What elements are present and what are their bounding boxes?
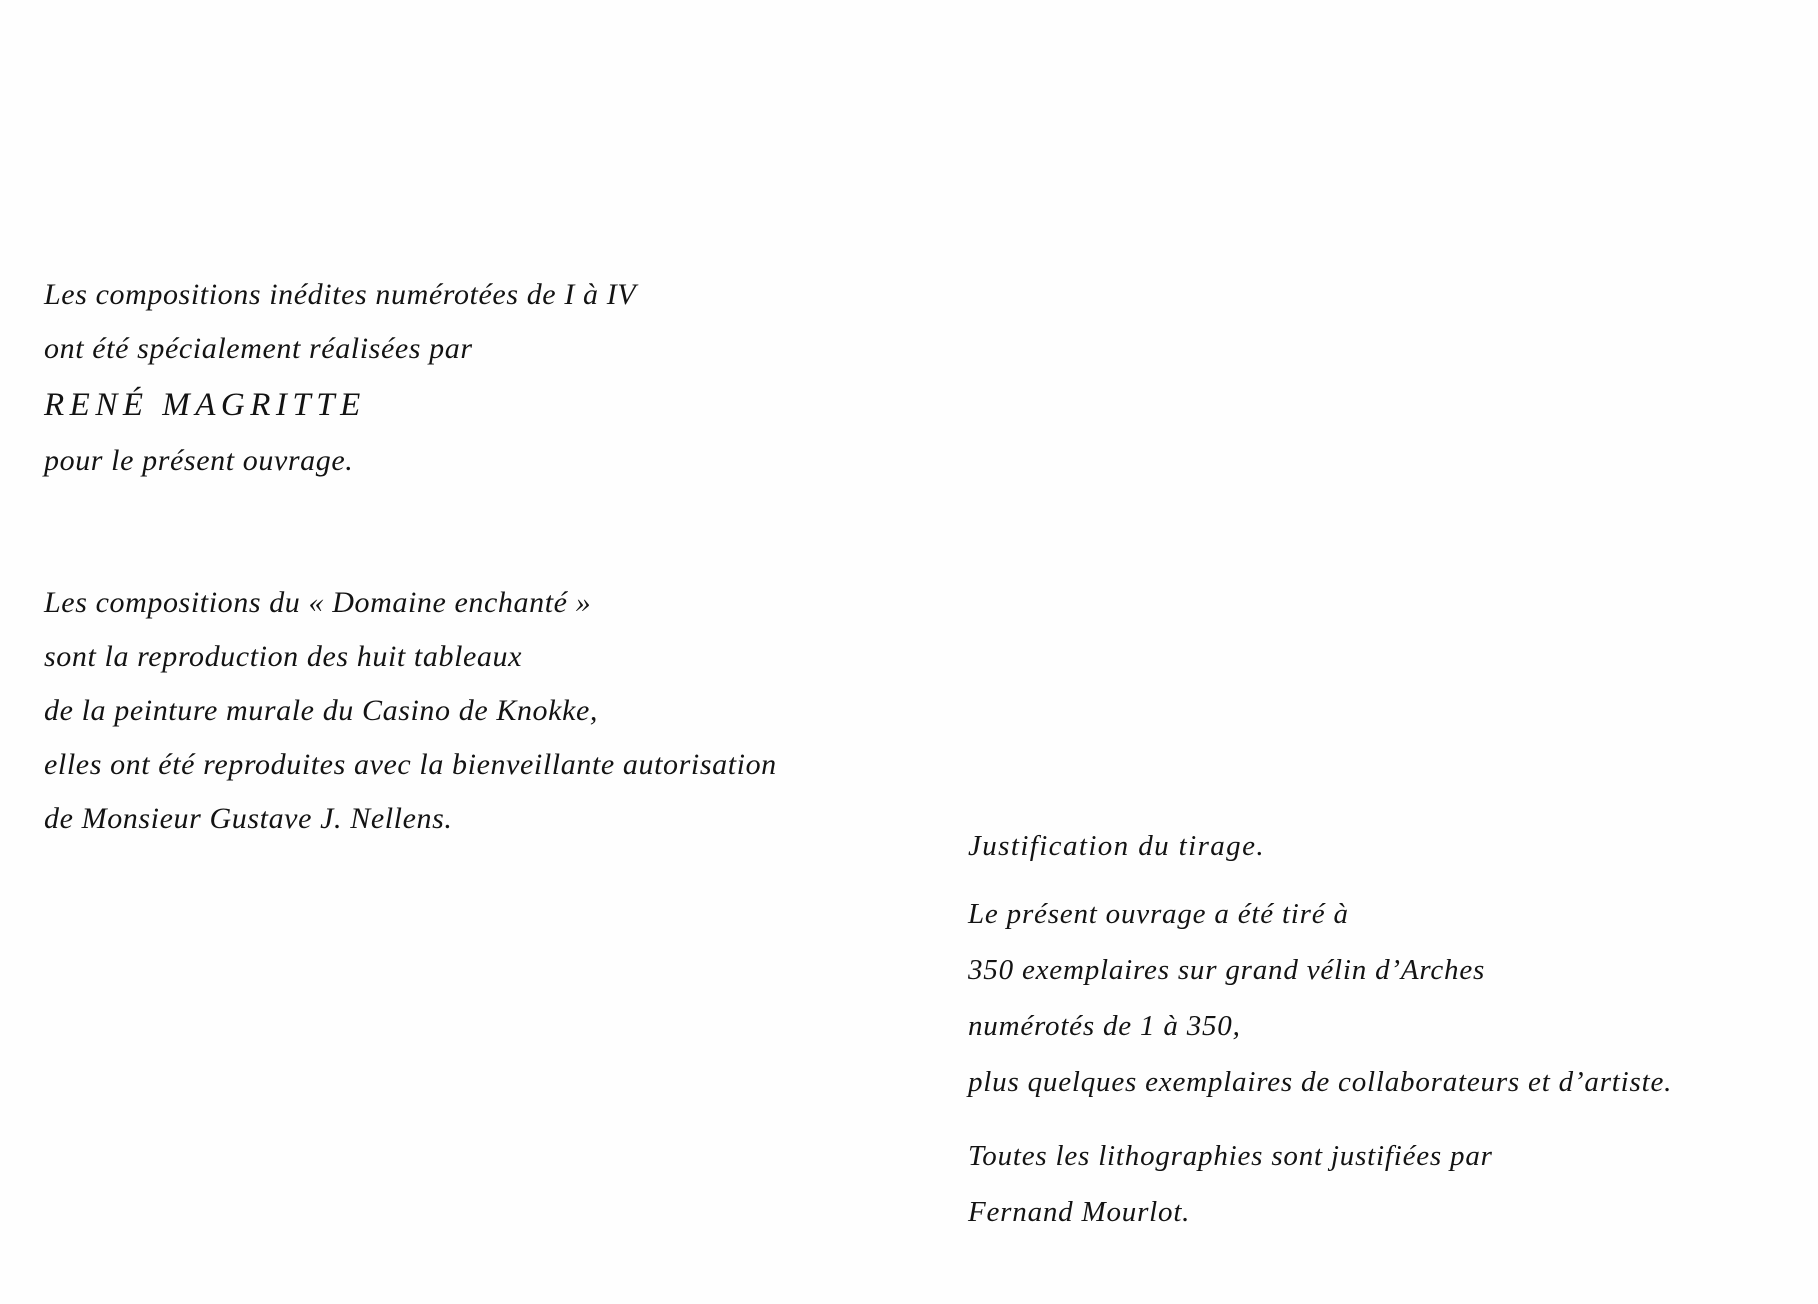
- colophon-line: ont été spécialement réalisées par: [44, 332, 473, 365]
- right-text-column: [968, 818, 1768, 1240]
- justification-line: Le présent ouvrage a été tiré à: [968, 898, 1349, 930]
- colophon-line: elles ont été reproduites avec la bienveillante autorisation: [44, 748, 777, 781]
- heading-spacer: [968, 874, 1768, 886]
- justification-body: [968, 886, 1768, 1110]
- colophon-line: pour le présent ouvrage.: [44, 444, 354, 477]
- colophon-line: de Monsieur Gustave J. Nellens.: [44, 802, 453, 835]
- justification-line: plus quelques exemplaires de collaborateurs et d’artiste.: [968, 1066, 1673, 1098]
- body-spacer: [968, 1110, 1768, 1128]
- colophon-block-compositions: [44, 268, 944, 488]
- left-text-column: [44, 268, 944, 846]
- justification-line: Toutes les lithographies sont justifiées par: [968, 1140, 1493, 1172]
- justification-heading: Justification du tirage.: [968, 830, 1265, 862]
- colophon-line: Les compositions du « Domaine enchanté »: [44, 586, 592, 619]
- artist-name: RENÉ MAGRITTE: [44, 387, 366, 423]
- colophon-line: Les compositions inédites numérotées de I à IV: [44, 278, 637, 311]
- justification-closing: [968, 1128, 1768, 1240]
- colophon-line: de la peinture murale du Casino de Knokke,: [44, 694, 598, 727]
- justification-line: numérotés de 1 à 350,: [968, 1010, 1241, 1042]
- block-spacer: [44, 488, 944, 576]
- colophon-line: sont la reproduction des huit tableaux: [44, 640, 523, 673]
- printer-name: Fernand Mourlot.: [968, 1196, 1191, 1228]
- colophon-block-domaine-enchante: [44, 576, 944, 846]
- justification-line: 350 exemplaires sur grand vélin d’Arches: [968, 954, 1486, 986]
